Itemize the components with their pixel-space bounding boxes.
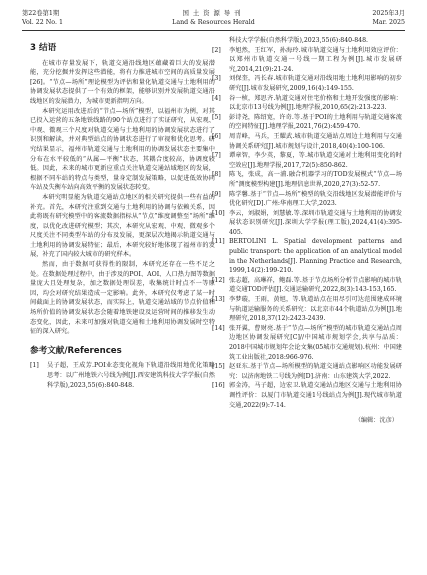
reference-item (212, 94, 402, 113)
reference-text: 周青峰，马兵，王耀武.城市轨道交通站点周边土地利用与交通协调关系研究[J].城市规划与设计,2018,40(4):100-106. (229, 132, 402, 150)
reference-text: 谭章智，李少英，黎夏，等.城市轨道交通对土地利用变化的时空效应[J].地理学报,2017,72(5):850-862. (229, 152, 402, 169)
conclusion-paragraph: 然而，由于数据可获得性的限制，本研究还存在一些不足之处。在数据处理过程中，由于涉及的POI、AOI、人口热力图等数据量庞大且处理复杂，加之数据处理误差，收集统计时点不一等原因，均会对研究结果造成一定影响。此外，本研究仅考虑了某一时间截面上的协调发展状态，而实际上，轨道交通站域的节点价值和场所价值的协调发展状态会随着地铁建设及运营时间的推移发生动态变化，因此，未来可加强对轨道交通和土地利用协调发展时空特征的深入研究。 (30, 261, 215, 336)
page-header (22, 8, 405, 30)
reference-number: [8] (212, 171, 221, 179)
reference-text: 陈飞，张成，高一浦.融合机器学习的TOD发展模式“节点—场所”测度模型构建[J].地理信息世界,2020,27(3):52-57. (229, 171, 402, 188)
reference-number: [1] (30, 362, 39, 370)
conclusion-heading: 3 结语 (30, 43, 57, 53)
reference-item (212, 113, 402, 132)
reference-number: [13] (212, 296, 225, 304)
reference-number: [7] (212, 152, 221, 160)
reference-item (212, 295, 402, 324)
reference-text: 刘保奎，冯长春.城市轨道交通对沿线用地土地利用影响的初步研究[J].城市发展研究,2009,16(4):149-155. (229, 75, 402, 92)
reference-number: [3] (212, 75, 221, 83)
reference-number (212, 36, 229, 46)
reference-text: 彭诗尧，陈绍宽，许奇.等.基于POI的土地利用与轨道交通客流的空间特征[J].地理学报,2021,76(2):459-470. (229, 113, 402, 131)
reference-number: [12] (212, 276, 225, 284)
reference-item (212, 170, 402, 189)
left-column (30, 36, 215, 389)
reference-item (212, 151, 402, 170)
reference-item (212, 362, 402, 381)
header-divider (22, 30, 405, 31)
references-heading: 参考文献/References (30, 345, 122, 356)
reference-item (212, 276, 402, 295)
editor-note: （编辑：沈彦） (354, 417, 398, 425)
reference-text: 吴子超，王成芳.POI业态变化视角下轨道沿线用地优化策略思考：以广州地铁六号线为例[J].西安建筑科技大学学报(自然科学版),2023,55(6):840-848. (47, 362, 215, 389)
reference-number: [11] (212, 238, 225, 246)
reference-item (212, 237, 402, 275)
date-en: Mar. 2025 (372, 19, 405, 26)
reference-number: [16] (212, 382, 225, 390)
reference-text: 张志超，高琳祥，鲍磊.等.基于节点场所分析节点影响的城市轨道交通TOD评估[J].交通运输研究,2022,8(3):143-153,165. (229, 276, 402, 294)
reference-number: [6] (212, 132, 221, 140)
conclusion-paragraph: 本研究明显能为轨道交通站点地区的相关研究提供一些有益的补充。首先，本研究注重到交通与土地利用的协调与依赖关系，因此将既有研究模型中的客流数据指标从“节点”维度调整至“场所”维度，以优化改进研究模型；其次，本研究从宏观、中观、微观多个尺度关注不同类型车站的分布及发展，更深层次地揭示轨道交通与土地利用的协调发展特征；最后，本研究较好地体现了福州市的发展，补充了国内较大城市的研究样本。 (30, 193, 215, 259)
right-column (212, 36, 402, 426)
conclusion-paragraph: 本研究运用改进后的“节点—场所”模型，以福州市为例，对其已投入运营的五条地铁线路的90个站点进行了实证研究，从宏观、中观、微观三个尺度对轨道交通与土地利用的协调发展状态进行了识别和解读，并对典型站点的协调状态进行了审视和优化思考。研究结果显示，福州市轨道交通与土地利用的协调发展状态主要集中分布在水平较低的“从属—平衡”状态，其耦合度较高，协调度较低。因此，未来的城市更新应重点关注轨道交通站域地区的发展，根据不同车站的特点与类型，量身定制发展策略，以促进低效协同车站及失衡车站向高效平衡的发展状态转变。 (30, 107, 215, 192)
reference-item (30, 361, 215, 389)
header-center (22, 9, 405, 27)
reference-item (212, 324, 402, 362)
reference-text: 陈学馨.基于“节点—场所”模型的轨交沿线地区发展潜能评价与优化研究[D].广州:华南理工大学,2023. (229, 190, 402, 208)
conclusion-paragraph: 在城市存量发展下，轨道交通沿线地区蕴藏着巨大的发展潜能，充分挖掘并发挥这些潜能，将有力推进城市空间的高质量发展[26]。“节点—场所”理论模型为评估和量化轨道交通与土地利用的协调发展状态提供了一个有效的框架，能够识别并发展轨道交通沿线地区的发展潜力，为城市更新指明方向。 (30, 59, 215, 105)
reference-text: 张开翼，曹财亮.基于“节点—场所”模型的城市轨道交通站点周边地区协调发展研究[C]//中国城市规划学会,共享与品质：2018中国城市规划年会论文集(05城市交通规划).杭州：中国建筑工业出版社,2018:966-976. (229, 324, 402, 361)
reference-number: [5] (212, 113, 221, 121)
reference-number: [14] (212, 324, 225, 332)
reference-number: [4] (212, 94, 221, 102)
reference-text-continued: 科技大学学报(自然科学版),2023,55(6):840-848. (229, 37, 368, 44)
reference-item (212, 132, 402, 151)
reference-item (212, 36, 402, 46)
issue-en: Vol. 22 No. 1 (22, 19, 63, 26)
reference-text: 李梦璇，王雨，黄旭，等.轨道站点在用尽引可达范围建成环境与轨道运输服务的关系研究：以北京市44个轨道站点为例[J].地理研究,2018,37(12):2423-2439. (229, 296, 402, 323)
reference-number: [15] (212, 363, 225, 371)
reference-item (212, 381, 402, 410)
volume-cn: 第22卷第1期 (22, 10, 60, 17)
reference-number: [9] (212, 190, 221, 198)
journal-title-en: Land & Resources Herald (172, 19, 255, 26)
reference-item (212, 46, 402, 75)
journal-title-cn: 国土资源导刊 (182, 10, 245, 17)
reference-text: 李旭然，王红军，孙海玲.城市轨道交通与土地利用效应评价：以郑州市轨道交通一号线一期工程为例[J].城市发展研究,2014,21(9):21-24. (229, 46, 402, 73)
reference-item (212, 209, 402, 238)
reference-text: 赵亚东.基于节点—场所模型的轨道交通站点影响区功能发展研究：以济南地铁二号线为例[D].济南：山东建筑大学,2022. (229, 363, 402, 380)
reference-number: [2] (212, 46, 221, 54)
reference-text: 李云，刘淑娟，刘慧敏.等.深圳市轨道交通与土地利用的协调发展状态识别研究[J].深圳大学学报(理工版),2024,41(4):395-405. (229, 209, 402, 236)
header-right (372, 9, 405, 27)
reference-item (212, 74, 402, 93)
reference-text: 郭金涛，马子超，边宏卫.轨道交通站点地区交通与土地利用协调性评价：以厦门市轨道交通1号线站点为例[J].现代城市轨道交通,2022(9):7-14. (229, 382, 402, 409)
date-cn: 2025年3月 (372, 10, 405, 17)
reference-text: BERTOLINI L. Spatial development patterns and public transport: the application of an analytical model in the Netherlands[J]. Planning Practice and Research, 1999,14(2):199-210. (229, 238, 402, 275)
reference-number: [10] (212, 209, 225, 217)
reference-item (212, 190, 402, 209)
reference-text: 谷一桢，郑思齐.轨道交通对住宅价格和土地开发强度的影响：以北京市13号线为例[J].地理学报,2010,65(2):213-223. (229, 94, 402, 112)
